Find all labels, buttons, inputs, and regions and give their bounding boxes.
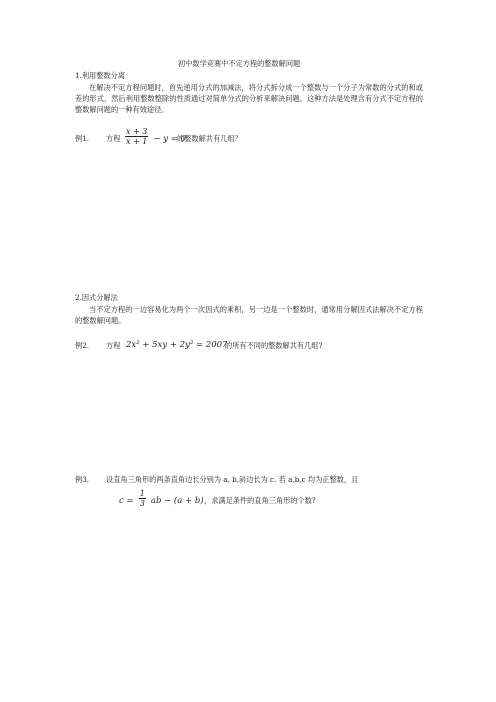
example-3-formula-lead: c = — [119, 496, 134, 506]
example-1-fraction — [125, 127, 148, 146]
example-2-label: 例2. — [75, 341, 90, 350]
example-3-line1: 设直角三角形的两条直角边长分别为 a, b,斜边长为 c. 若 a,b,c 均为正整数，且 — [106, 475, 359, 484]
example-2-suffix: 的所有不同的整数解共有几组? — [225, 341, 323, 350]
section-1-paragraph: 在解决不定方程问题时，首先逆用分式的加减法，将分式拆分成一个整数与一个分子为常数的分式的和或差的形式，然后利用整数整除的性质通过对简单分式的分析来解决问题。这种方法是处理含有分式不定方程的整数解问题的一种有效途径。 — [75, 83, 423, 114]
example-3-fraction — [139, 489, 146, 508]
example-2 — [75, 339, 395, 353]
example-1-label: 例1. — [75, 134, 90, 143]
example-1 — [75, 126, 375, 150]
example-3 — [75, 475, 425, 515]
example-3-suffix: ，求满足条件的直角三角形的个数? — [204, 496, 316, 505]
example-2-prefix: 方程 — [106, 341, 121, 350]
example-1-prefix: 方程 — [106, 134, 121, 143]
example-2-formula: 2x² + 5xy + 2y² = 2007 — [126, 340, 228, 350]
example-1-suffix: 的整数解共有几组？ — [177, 134, 242, 143]
example-3-formula — [119, 488, 204, 508]
section-1-heading: 1.利用整数分离 — [75, 71, 125, 80]
section-2-heading: 2.因式分解法 — [75, 293, 118, 302]
example-3-label: 例3. — [75, 475, 90, 484]
example-1-formula-rest: − y = 0 — [153, 134, 187, 144]
example-3-formula-rest: ab − (a + b) — [150, 496, 204, 506]
example-1-fraction-denominator: x + 1 — [126, 137, 148, 146]
example-3-fraction-numerator: 1 — [139, 489, 145, 498]
example-3-fraction-denominator: 3 — [139, 499, 145, 508]
example-1-fraction-numerator: x + 3 — [126, 127, 148, 136]
section-2-paragraph: 当不定方程的一边容易化为两个一次因式的乘积，另一边是一个整数时，通常用分解因式法解决不定方程的整数解问题。 — [75, 305, 423, 325]
document-title: 初中数学竞赛中不定方程的整数解问题 — [178, 59, 301, 68]
